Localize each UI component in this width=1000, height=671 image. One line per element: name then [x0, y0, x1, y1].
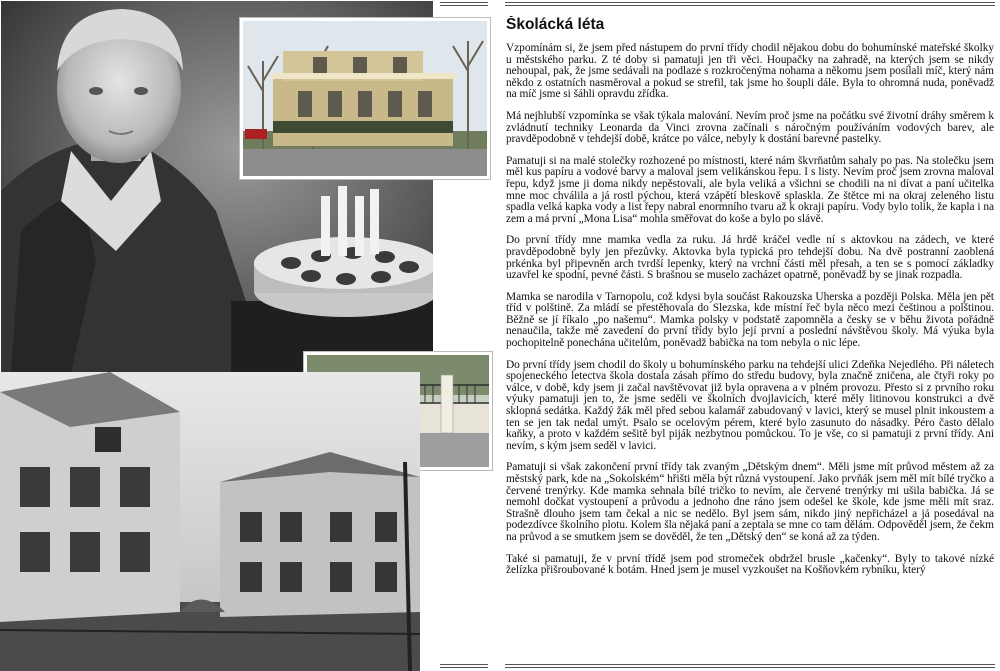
top-rule-right	[505, 2, 995, 6]
paragraph-skates: Také si pamatuji, že v první třídě jsem pod stromeček obdržel brusle „kačenky“. Byly to takové nízké želízka přišroubované k botám. Hned jsem je musel vyzkoušet na Košňovkém rybníku, který	[506, 552, 994, 577]
paragraph-painting: Má nejhlubší vzpomínka se však týkala malování. Nevím proč jsme na počátku své životní dráhy směrem k zvládnutí techniky Leonarda da Vinci zrovna začínali s náročným používáním vodových barev, ale pravděpodobně v tehdejší době, krátce po válce, nebyly k dostání barevné pastelky.	[506, 109, 994, 146]
article-title: Školácká léta	[506, 16, 605, 33]
paragraph-first-day: Do první třídy mne mamka vedla za ruku. Já hrdě kráčel vedle ní s aktovkou na zádech, ve které pravděpodobně byly jen přezůvky. Aktovka byla typická pro tehdejší dobu. Na dvě postranní zaoblená prkénka byl připevněn arch tvrdší lepenky, který na vrchní části měl přesah, a ten se s pomocí základky uzavřel ke spodní, pevné části. S brašnou se muselo zacházet opatrně, poněvadž by se jinak rozpadla.	[506, 234, 994, 282]
paragraph-school: Do první třídy jsem chodil do školy u bohumínského parku na tehdejší ulici Zdeňka Nejedlého. Při náletech spojeneckého letectva škola dostala zásah přímo do středu budovy, byla značně zničena, ale čtyři roky po válce, v době, kdy jsem ji začal navštěvovat již byla opravena a v plném provozu. Přesto si z prvního roku výuky pamatuji jen to, že jsme seděli ve školních dvojlavicích, které měly litinovou konstrukci a dvě sklopná sedátka. Každý žák měl před sebou kalamář zabudovaný v lavici, který se musel plnit inkoustem a ten se jen tak nedal umýt. Psalo se ocelovým pérem, které bylo zasunuto do násadky. Péro často dělalo kaňky, a proto v každém sešitě byl piják nezbytnou pomůckou. To je vše, co si pamatuji z první třídy. Ani nevím, s kým jsem seděl v lavici.	[506, 358, 994, 452]
bottom-rule-left	[440, 664, 488, 668]
photo-school-building-today	[240, 18, 490, 179]
paragraph-mother: Mamka se narodila v Tarnopolu, což kdysi byla součást Rakouzska Uherska a později Polska. Měla jen pět tříd v polštině. Za mládí se přestěhovala do Slezska, kde místní řeč byla něco mezi češtinou a polštinou. Běžně se jí říkalo „po našemu“. Mamka polsky v podstatě zapomněla a česky se v běhu života pořádně nenaučila, takže mě zavedení do první třídy bylo její první a poslední návštěvou školy. Má výuka byla pochopitelně ponechána učitelům, poněvadž babička na tom nebyla o nic lépe.	[506, 290, 994, 350]
photo-school-building-historic	[0, 372, 420, 671]
top-rule-left	[440, 2, 488, 6]
bottom-rule-right	[505, 664, 995, 668]
paragraph-beet-painting: Pamatuji si na malé stolečky rozhozené po místnosti, které nám škvrňatům sahaly po pas. Na stolečku jsem měl kus papíru a vodové barvy a maloval jsem velikánskou řepu. I s listy. Nevím proč jsem zrovna maloval řepu, když jsme ji doma nikdy nepěstovali, ale byla veliká a všichni se chodili na ni dívat a paní učitelka mne moc chválila a já rostl pýchou, která vzápětí bleskově splaskla. Ze štětce mi na okraj zeleného listu spadla velká kapka vody a list řepy nabral enormního tvaru až k okraji papíru. Vody bylo tolik, že kapla i na zem a má první „Mona Lisa“ mohla směřovat do koše a bylo po slávě.	[506, 154, 994, 225]
paragraph-kindergarten: Vzpomínám si, že jsem před nástupem do první třídy chodil nějakou dobu do bohumínské mateřské školky u městského parku. Z té doby si pamatuji jen tři věci. Houpačky na zahradě, na kterých jsem se nikdy nehoupal, pak, že jsme sedávali na podlaze s rozkročenýma nohama a někomu jsem posílali míč, který nám někdo z ostatních nasměroval a pokud se strefil, tak jsme ho šoupli dále. Byla to ohromná nuda, poněvadž na míč jsme si šáhli opravdu zřídka.	[506, 42, 994, 101]
paragraph-childrens-day: Pamatuji si však zakončení první třídy tak zvaným „Dětským dnem“. Měli jsme mít průvod městem až za městský park, kde na „Sokolském“ hřišti měla být různá vystoupení. Jako prvňák jsem měl mít bílé tryčko a červené trenýrky. Kde mamka sehnala bílé tričko to nevím, ale červené trenýrky mi ušila babička. Já se nemohl dočkat vystoupení a průvodu a jednoho dne ráno jsem odešel ke škole, kde jsme měli mít sraz. Strašně dlouho jsem tam čekal a nic se nedělo. Byl jsem sám, nikdo jiný nepřicházel a já posedával na podezdívce školního plotu. Kolem šla nějaká paní a zeptala se mne co tam dělám. Odpověděl jsem, že čekm na průvod a se smutkem jsem se dověděl, že ten „Dětský den“ se koná až za týden.	[506, 461, 994, 543]
article	[506, 16, 994, 664]
